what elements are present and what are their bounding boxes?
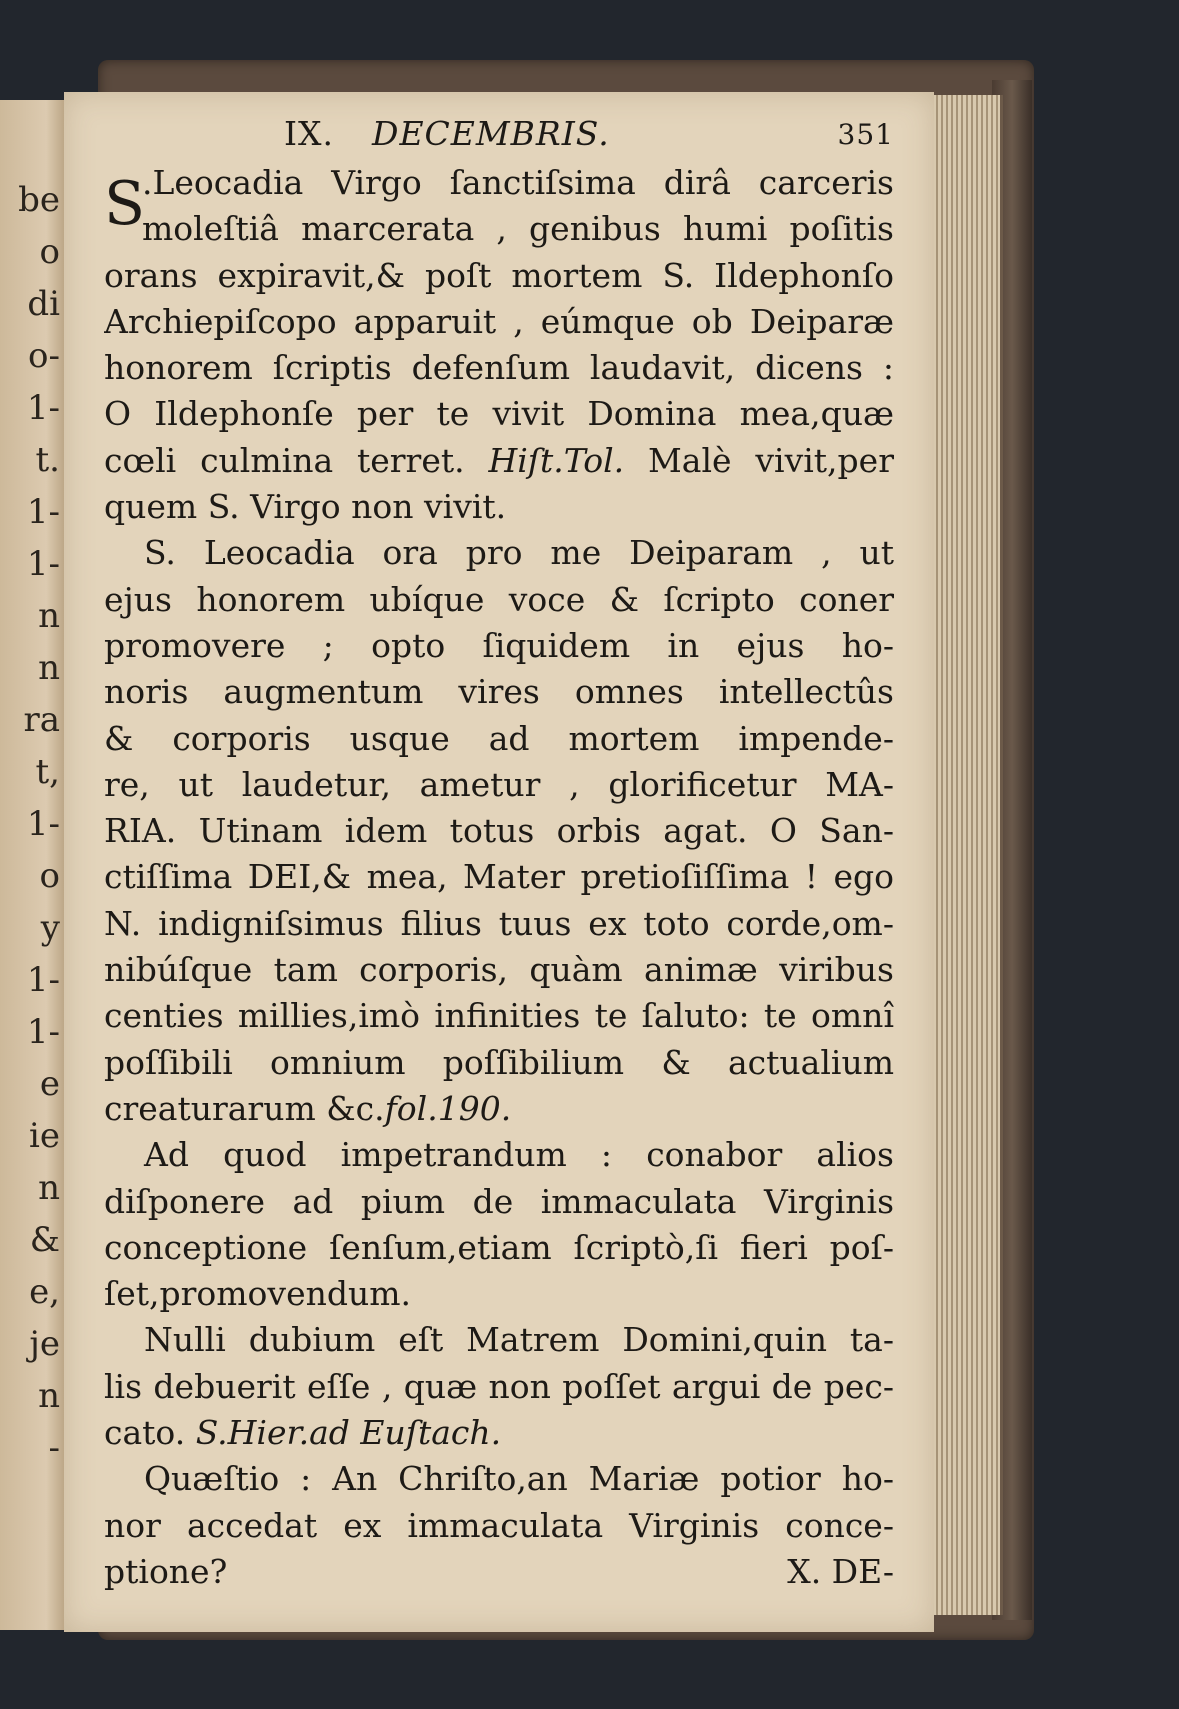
text-line: .Leocadia Virgo ſanctiſsima dirâ carceris: [142, 163, 894, 202]
text-line: N. indigniſsimus filius tuus ex toto corde,om-: [104, 903, 894, 943]
text-span: cœli culmina terret.: [104, 440, 465, 480]
left-page-fragment: ie: [29, 1116, 60, 1156]
left-page-fragment: 1-: [26, 1012, 60, 1052]
text-line: conceptione ſenſum,etiam ſcriptò,ſi fieri poſ-: [104, 1227, 894, 1267]
text-line: lis debuerit eſſe , quæ non poſſet argui de pec-: [104, 1366, 894, 1406]
left-page-fragment: di: [27, 284, 60, 324]
left-page-fragment: 1-: [26, 388, 60, 428]
text-line: promovere ; opto ſiquidem in ejus ho-: [104, 625, 894, 665]
text-line: poſſibili omnium poſſibilium & actualium: [104, 1042, 894, 1082]
page-text: [104, 114, 894, 1595]
paragraph-3: [104, 1132, 894, 1317]
left-page-edge: [0, 100, 68, 1630]
left-page-fragment: e: [39, 1064, 60, 1104]
running-header: [104, 114, 894, 160]
text-line: [104, 1086, 894, 1132]
left-page-fragment: n: [38, 648, 60, 688]
text-line: ctiſſima DEI,& mea, Mater pretioſiſſima ! ego: [104, 857, 894, 897]
text-span: Malè vivit,per: [648, 440, 894, 480]
left-page-fragment: 1-: [26, 804, 60, 844]
text-span: creaturarum &c.: [104, 1088, 385, 1128]
text-line: RIA. Utinam idem totus orbis agat. O San-: [104, 811, 894, 851]
text-line: [104, 438, 894, 484]
page-edges: [928, 95, 1003, 1615]
reference-fol: fol.190.: [384, 1088, 512, 1128]
text-line: nor accedat ex immaculata Virginis conce-: [104, 1505, 894, 1545]
text-line: quem S. Virgo non vivit.: [104, 487, 507, 527]
text-line: ejus honorem ubíque voce & ſcripto coner: [104, 579, 894, 619]
left-page-fragment: n: [38, 1376, 60, 1416]
text-line: moleſtiâ marcerata , genibus humi poſitis: [142, 209, 894, 249]
left-page-fragment: ra: [23, 700, 60, 740]
left-page-fragment: be: [18, 180, 60, 220]
text-line: orans expiravit,& poſt mortem S. Ildephonſo: [104, 255, 894, 295]
left-page-fragment: n: [38, 596, 60, 636]
text-line: re, ut laudetur, ametur , glorificetur MA-: [104, 764, 894, 804]
catchword: X. DE-: [787, 1551, 894, 1591]
text-line: centies millies,imò infinities te ſaluto: te omnî: [104, 996, 894, 1036]
paragraph-2: [104, 530, 894, 1132]
left-page-fragment: n: [38, 1168, 60, 1208]
drop-cap: S: [104, 169, 146, 239]
text-line: S. Leocadia ora pro me Deiparam , ut: [144, 533, 894, 573]
paragraph-4: [104, 1317, 894, 1456]
page-number: 351: [837, 118, 894, 151]
left-page-fragment: e,: [29, 1272, 60, 1312]
left-page-fragment: 1-: [26, 492, 60, 532]
text-line: noris augmentum vires omnes intellectûs: [104, 672, 894, 712]
left-page-fragment: t.: [35, 440, 60, 480]
paragraph-5: [104, 1456, 894, 1595]
text-line: & corporis usque ad mortem impende-: [104, 718, 894, 758]
right-page: [64, 92, 934, 1632]
text-line: nibúſque tam corporis, quàm animæ viribus: [104, 950, 894, 990]
reference-hist-tol: Hiſt.Tol.: [488, 440, 625, 480]
text-line: Archiepiſcopo apparuit , eúmque ob Deiparæ: [104, 301, 894, 341]
text-line: Nulli dubium eſt Matrem Domini,quin ta-: [144, 1320, 894, 1360]
text-span: ptione?: [104, 1551, 228, 1591]
left-page-fragment: -: [48, 1428, 60, 1468]
left-page-fragment: 1-: [26, 960, 60, 1000]
text-line: O Ildephonſe per te vivit Domina mea,quæ: [104, 394, 894, 434]
text-line: honorem ſcriptis defenſum laudavit, dicens :: [104, 348, 894, 388]
left-page-fragment: o: [39, 232, 60, 272]
left-page-fragment: je: [29, 1324, 60, 1364]
text-span: cato.: [104, 1413, 186, 1453]
left-page-fragment: o-: [28, 336, 60, 376]
left-page-fragment: &: [29, 1220, 60, 1260]
text-line: diſponere ad pium de immaculata Virginis: [104, 1181, 894, 1221]
text-line: ſet,promovendum.: [104, 1274, 412, 1314]
header-title: DECEMBRIS.: [372, 114, 610, 153]
left-page-fragment: t,: [35, 752, 60, 792]
left-page-fragment: o: [39, 856, 60, 896]
header-number: IX.: [284, 114, 335, 153]
text-line: [104, 1549, 894, 1595]
left-page-fragment: y: [40, 908, 60, 948]
reference-hier: S.Hier.ad Euſtach.: [195, 1413, 502, 1453]
text-line: Ad quod impetrandum : conabor alios: [144, 1135, 894, 1175]
text-line: [104, 1410, 894, 1456]
left-page-fragment: 1-: [26, 544, 60, 584]
paragraph-1: [104, 160, 894, 530]
text-line: Quæſtio : An Chriſto,an Mariæ potior ho-: [144, 1459, 894, 1499]
